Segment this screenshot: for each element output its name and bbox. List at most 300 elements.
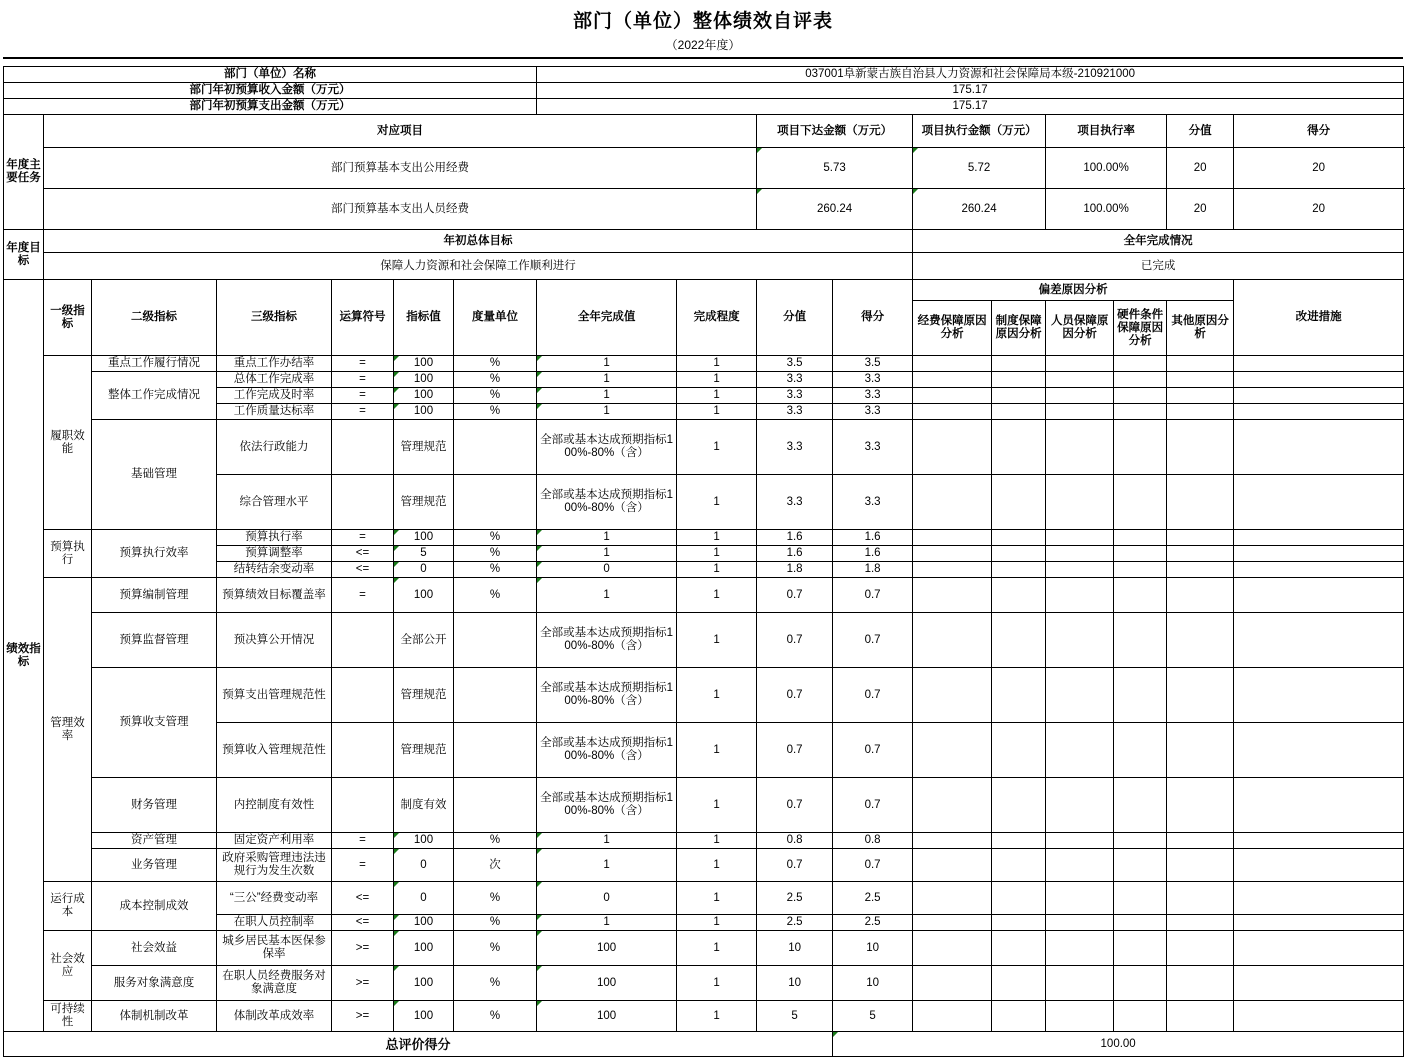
- target-cell: 100: [394, 404, 454, 420]
- actual-cell: 1: [537, 356, 677, 372]
- actual-cell: 0: [537, 882, 677, 915]
- improvement-cell: [1234, 562, 1404, 578]
- degree-cell: 1: [677, 849, 757, 882]
- actual-cell: 1: [537, 388, 677, 404]
- info-value: 037001阜新蒙古族自治县人力资源和社会保障局本级-210921000: [537, 67, 1404, 83]
- col-header-dev-funding: 经费保障原因分析: [913, 301, 992, 356]
- dev-personnel-cell: [1046, 562, 1114, 578]
- score-cell: 3.3: [833, 475, 913, 530]
- dev-hardware-cell: [1114, 613, 1167, 668]
- dev-hardware-cell: [1114, 356, 1167, 372]
- operator-cell: [332, 668, 394, 723]
- dev-hardware-cell: [1114, 931, 1167, 966]
- actual-cell: 全部或基本达成预期指标100%-80%（含）: [537, 613, 677, 668]
- weight-cell: 0.8: [757, 833, 833, 849]
- dev-funding-cell: [913, 723, 992, 778]
- unit-cell: %: [454, 356, 537, 372]
- score-cell: 1.8: [833, 562, 913, 578]
- improvement-cell: [1234, 1001, 1404, 1032]
- improvement-cell: [1234, 882, 1404, 915]
- unit-cell: %: [454, 404, 537, 420]
- degree-cell: 1: [677, 915, 757, 931]
- level3-cell: 在职人员经费服务对象满意度: [217, 966, 332, 1001]
- dev-system-cell: [992, 966, 1046, 1001]
- level3-cell: 预算调整率: [217, 546, 332, 562]
- actual-cell: 100: [537, 931, 677, 966]
- dev-personnel-cell: [1046, 931, 1114, 966]
- col-header-dev-system: 制度保障原因分析: [992, 301, 1046, 356]
- degree-cell: 1: [677, 404, 757, 420]
- unit-cell: [454, 475, 537, 530]
- target-cell: 100: [394, 966, 454, 1001]
- improvement-cell: [1234, 372, 1404, 388]
- title-block: [0, 0, 1406, 53]
- dev-hardware-cell: [1114, 966, 1167, 1001]
- level2-cell: 体制机制改革: [92, 1001, 217, 1032]
- operator-cell: =: [332, 833, 394, 849]
- level3-cell: 总体工作完成率: [217, 372, 332, 388]
- dev-personnel-cell: [1046, 475, 1114, 530]
- weight-cell: 10: [757, 931, 833, 966]
- dev-hardware-cell: [1114, 723, 1167, 778]
- improvement-cell: [1234, 530, 1404, 546]
- level1-cell: 运行成本: [44, 882, 92, 931]
- unit-cell: [454, 723, 537, 778]
- dev-system-cell: [992, 833, 1046, 849]
- task-project-name: 部门预算基本支出人员经费: [44, 189, 757, 230]
- operator-cell: >=: [332, 966, 394, 1001]
- level3-cell: 在职人员控制率: [217, 915, 332, 931]
- degree-cell: 1: [677, 882, 757, 915]
- evaluation-table: [3, 66, 1404, 1057]
- dev-funding-cell: [913, 1001, 992, 1032]
- operator-cell: [332, 613, 394, 668]
- dev-personnel-cell: [1046, 668, 1114, 723]
- weight-cell: 3.3: [757, 404, 833, 420]
- indicator-row-label: 绩效指标: [4, 280, 44, 1032]
- dev-funding-cell: [913, 882, 992, 915]
- operator-cell: >=: [332, 1001, 394, 1032]
- weight-cell: 0.7: [757, 849, 833, 882]
- dev-other-cell: [1167, 833, 1234, 849]
- unit-cell: %: [454, 966, 537, 1001]
- col-header-allocated-amount: 项目下达金额（万元）: [757, 115, 913, 148]
- dev-funding-cell: [913, 849, 992, 882]
- level3-cell: 预算绩效目标覆盖率: [217, 578, 332, 613]
- col-header-degree: 完成程度: [677, 280, 757, 356]
- degree-cell: 1: [677, 613, 757, 668]
- weight-cell: 2.5: [757, 882, 833, 915]
- actual-cell: 100: [537, 966, 677, 1001]
- dev-personnel-cell: [1046, 882, 1114, 915]
- col-header-target-value: 指标值: [394, 280, 454, 356]
- dev-personnel-cell: [1046, 420, 1114, 475]
- improvement-cell: [1234, 915, 1404, 931]
- info-row-budget-expenditure: [4, 99, 1404, 115]
- dev-other-cell: [1167, 356, 1234, 372]
- unit-cell: %: [454, 388, 537, 404]
- weight-cell: 1.6: [757, 546, 833, 562]
- level3-cell: 重点工作办结率: [217, 356, 332, 372]
- dev-other-cell: [1167, 668, 1234, 723]
- level3-cell: 预决算公开情况: [217, 613, 332, 668]
- level1-cell: 可持续性: [44, 1001, 92, 1032]
- score-cell: 0.7: [833, 613, 913, 668]
- target-cell: 100: [394, 833, 454, 849]
- col-header-actual-value: 全年完成值: [537, 280, 677, 356]
- weight-cell: 0.7: [757, 578, 833, 613]
- weight-cell: 3.3: [757, 475, 833, 530]
- level2-cell: 重点工作履行情况: [92, 356, 217, 372]
- degree-cell: 1: [677, 388, 757, 404]
- degree-cell: 1: [677, 530, 757, 546]
- dev-system-cell: [992, 578, 1046, 613]
- dev-system-cell: [992, 931, 1046, 966]
- col-header-level3: 三级指标: [217, 280, 332, 356]
- info-label: 部门（单位）名称: [4, 67, 537, 83]
- table-row: [4, 1001, 1404, 1032]
- table-row: [4, 613, 1404, 668]
- dev-funding-cell: [913, 778, 992, 833]
- unit-cell: [454, 613, 537, 668]
- operator-cell: =: [332, 372, 394, 388]
- unit-cell: [454, 668, 537, 723]
- unit-cell: %: [454, 1001, 537, 1032]
- target-cell: 管理规范: [394, 668, 454, 723]
- dev-hardware-cell: [1114, 562, 1167, 578]
- level2-cell: 预算收支管理: [92, 668, 217, 778]
- dev-other-cell: [1167, 882, 1234, 915]
- level2-cell: 财务管理: [92, 778, 217, 833]
- improvement-cell: [1234, 388, 1404, 404]
- table-row: [4, 372, 1404, 388]
- actual-cell: 全部或基本达成预期指标100%-80%（含）: [537, 475, 677, 530]
- weight-cell: 5: [757, 1001, 833, 1032]
- dev-other-cell: [1167, 613, 1234, 668]
- target-cell: 0: [394, 562, 454, 578]
- dev-system-cell: [992, 356, 1046, 372]
- score-cell: 2.5: [833, 882, 913, 915]
- level3-cell: 工作质量达标率: [217, 404, 332, 420]
- actual-cell: 1: [537, 833, 677, 849]
- level3-cell: 预算支出管理规范性: [217, 668, 332, 723]
- dev-hardware-cell: [1114, 1001, 1167, 1032]
- level3-cell: 预算执行率: [217, 530, 332, 546]
- table-row: [4, 668, 1404, 723]
- level2-cell: 整体工作完成情况: [92, 372, 217, 420]
- total-score-row: [4, 1032, 1404, 1057]
- target-cell: 管理规范: [394, 475, 454, 530]
- weight-cell: 1.6: [757, 530, 833, 546]
- degree-cell: 1: [677, 966, 757, 1001]
- dev-funding-cell: [913, 404, 992, 420]
- table-row: [4, 849, 1404, 882]
- level3-cell: 预算收入管理规范性: [217, 723, 332, 778]
- dev-other-cell: [1167, 578, 1234, 613]
- dev-funding-cell: [913, 915, 992, 931]
- degree-cell: 1: [677, 778, 757, 833]
- dev-other-cell: [1167, 388, 1234, 404]
- dev-personnel-cell: [1046, 578, 1114, 613]
- unit-cell: 次: [454, 849, 537, 882]
- dev-hardware-cell: [1114, 833, 1167, 849]
- score-cell: 3.3: [833, 388, 913, 404]
- dev-system-cell: [992, 562, 1046, 578]
- col-header-project: 对应项目: [44, 115, 757, 148]
- table-row: [4, 420, 1404, 475]
- improvement-cell: [1234, 546, 1404, 562]
- dev-personnel-cell: [1046, 404, 1114, 420]
- unit-cell: %: [454, 578, 537, 613]
- actual-cell: 0: [537, 562, 677, 578]
- level2-cell: 预算编制管理: [92, 578, 217, 613]
- operator-cell: <=: [332, 546, 394, 562]
- table-row: [4, 882, 1404, 915]
- degree-cell: 1: [677, 356, 757, 372]
- dev-personnel-cell: [1046, 613, 1114, 668]
- dev-other-cell: [1167, 420, 1234, 475]
- task-weight: 20: [1167, 189, 1234, 230]
- unit-cell: %: [454, 530, 537, 546]
- level3-cell: 依法行政能力: [217, 420, 332, 475]
- dev-funding-cell: [913, 833, 992, 849]
- col-header-weight: 分值: [757, 280, 833, 356]
- dev-personnel-cell: [1046, 356, 1114, 372]
- info-row-budget-income: [4, 83, 1404, 99]
- weight-cell: 2.5: [757, 915, 833, 931]
- col-header-level2: 二级指标: [92, 280, 217, 356]
- unit-cell: %: [454, 372, 537, 388]
- table-row: [4, 931, 1404, 966]
- dev-hardware-cell: [1114, 849, 1167, 882]
- dev-other-cell: [1167, 931, 1234, 966]
- level3-cell: 内控制度有效性: [217, 778, 332, 833]
- col-header-completion-status: 全年完成情况: [913, 230, 1404, 253]
- dev-funding-cell: [913, 372, 992, 388]
- actual-cell: 1: [537, 530, 677, 546]
- annual-goal-value-row: [4, 253, 1404, 280]
- score-cell: 0.7: [833, 778, 913, 833]
- score-cell: 0.7: [833, 723, 913, 778]
- dev-funding-cell: [913, 613, 992, 668]
- col-header-dev-personnel: 人员保障原因分析: [1046, 301, 1114, 356]
- dev-other-cell: [1167, 778, 1234, 833]
- improvement-cell: [1234, 404, 1404, 420]
- total-score-label: 总评价得分: [4, 1032, 833, 1057]
- dev-funding-cell: [913, 356, 992, 372]
- unit-cell: [454, 420, 537, 475]
- dev-other-cell: [1167, 915, 1234, 931]
- table-row: [4, 833, 1404, 849]
- dev-system-cell: [992, 915, 1046, 931]
- weight-cell: 0.7: [757, 723, 833, 778]
- target-cell: 100: [394, 915, 454, 931]
- table-row: [4, 778, 1404, 833]
- score-cell: 2.5: [833, 915, 913, 931]
- level3-cell: 工作完成及时率: [217, 388, 332, 404]
- score-cell: 0.8: [833, 833, 913, 849]
- col-header-deviation-group: 偏差原因分析: [913, 280, 1234, 301]
- degree-cell: 1: [677, 723, 757, 778]
- col-header-unit: 度量单位: [454, 280, 537, 356]
- dev-system-cell: [992, 372, 1046, 388]
- annual-tasks-header-row: [4, 115, 1404, 148]
- task-allocated-amount: 260.24: [757, 189, 913, 230]
- improvement-cell: [1234, 778, 1404, 833]
- dev-personnel-cell: [1046, 849, 1114, 882]
- info-row-department-name: [4, 67, 1404, 83]
- annual-task-row: [4, 189, 1404, 230]
- operator-cell: =: [332, 849, 394, 882]
- target-cell: 100: [394, 530, 454, 546]
- actual-cell: 1: [537, 578, 677, 613]
- dev-funding-cell: [913, 578, 992, 613]
- degree-cell: 1: [677, 372, 757, 388]
- score-cell: 1.6: [833, 530, 913, 546]
- actual-cell: 1: [537, 915, 677, 931]
- dev-system-cell: [992, 404, 1046, 420]
- dev-system-cell: [992, 778, 1046, 833]
- dev-other-cell: [1167, 723, 1234, 778]
- dev-funding-cell: [913, 530, 992, 546]
- score-cell: 3.3: [833, 404, 913, 420]
- dev-other-cell: [1167, 372, 1234, 388]
- degree-cell: 1: [677, 475, 757, 530]
- score-cell: 0.7: [833, 668, 913, 723]
- weight-cell: 0.7: [757, 613, 833, 668]
- weight-cell: 10: [757, 966, 833, 1001]
- weight-cell: 3.3: [757, 420, 833, 475]
- improvement-cell: [1234, 668, 1404, 723]
- level2-cell: 服务对象满意度: [92, 966, 217, 1001]
- annual-goal-row-label: 年度目标: [4, 230, 44, 280]
- dev-other-cell: [1167, 404, 1234, 420]
- operator-cell: >=: [332, 931, 394, 966]
- dev-funding-cell: [913, 546, 992, 562]
- dev-hardware-cell: [1114, 882, 1167, 915]
- dev-funding-cell: [913, 420, 992, 475]
- improvement-cell: [1234, 420, 1404, 475]
- improvement-cell: [1234, 578, 1404, 613]
- dev-funding-cell: [913, 475, 992, 530]
- operator-cell: [332, 420, 394, 475]
- improvement-cell: [1234, 966, 1404, 1001]
- task-allocated-amount: 5.73: [757, 148, 913, 189]
- unit-cell: [454, 778, 537, 833]
- dev-hardware-cell: [1114, 578, 1167, 613]
- actual-cell: 全部或基本达成预期指标100%-80%（含）: [537, 420, 677, 475]
- target-cell: 100: [394, 356, 454, 372]
- score-cell: 1.6: [833, 546, 913, 562]
- operator-cell: <=: [332, 915, 394, 931]
- page-title: 部门（单位）整体绩效自评表: [572, 11, 833, 32]
- level2-cell: 资产管理: [92, 833, 217, 849]
- operator-cell: [332, 778, 394, 833]
- degree-cell: 1: [677, 546, 757, 562]
- dev-hardware-cell: [1114, 475, 1167, 530]
- level3-cell: “三公”经费变动率: [217, 882, 332, 915]
- level3-cell: 固定资产利用率: [217, 833, 332, 849]
- actual-cell: 1: [537, 404, 677, 420]
- operator-cell: <=: [332, 882, 394, 915]
- actual-cell: 1: [537, 546, 677, 562]
- dev-hardware-cell: [1114, 915, 1167, 931]
- improvement-cell: [1234, 613, 1404, 668]
- task-executed-amount: 260.24: [913, 189, 1046, 230]
- improvement-cell: [1234, 475, 1404, 530]
- col-header-operator: 运算符号: [332, 280, 394, 356]
- col-header-dev-other: 其他原因分析: [1167, 301, 1234, 356]
- dev-hardware-cell: [1114, 530, 1167, 546]
- dev-funding-cell: [913, 668, 992, 723]
- weight-cell: 0.7: [757, 668, 833, 723]
- operator-cell: [332, 475, 394, 530]
- dev-system-cell: [992, 546, 1046, 562]
- improvement-cell: [1234, 723, 1404, 778]
- dev-personnel-cell: [1046, 723, 1114, 778]
- dev-funding-cell: [913, 931, 992, 966]
- dev-personnel-cell: [1046, 915, 1114, 931]
- dev-hardware-cell: [1114, 404, 1167, 420]
- dev-hardware-cell: [1114, 388, 1167, 404]
- dev-system-cell: [992, 530, 1046, 546]
- unit-cell: %: [454, 931, 537, 966]
- dev-hardware-cell: [1114, 668, 1167, 723]
- table-row: [4, 356, 1404, 372]
- degree-cell: 1: [677, 562, 757, 578]
- dev-other-cell: [1167, 966, 1234, 1001]
- operator-cell: =: [332, 578, 394, 613]
- task-executed-amount: 5.72: [913, 148, 1046, 189]
- info-value: 175.17: [537, 99, 1404, 115]
- dev-other-cell: [1167, 546, 1234, 562]
- col-header-score: 得分: [833, 280, 913, 356]
- dev-personnel-cell: [1046, 833, 1114, 849]
- dev-personnel-cell: [1046, 388, 1114, 404]
- dev-personnel-cell: [1046, 546, 1114, 562]
- annual-tasks-row-label: 年度主要任务: [4, 115, 44, 230]
- weight-cell: 3.3: [757, 372, 833, 388]
- info-value: 175.17: [537, 83, 1404, 99]
- target-cell: 100: [394, 578, 454, 613]
- score-cell: 3.5: [833, 356, 913, 372]
- dev-system-cell: [992, 1001, 1046, 1032]
- dev-funding-cell: [913, 966, 992, 1001]
- improvement-cell: [1234, 849, 1404, 882]
- weight-cell: 1.8: [757, 562, 833, 578]
- operator-cell: =: [332, 404, 394, 420]
- actual-cell: 1: [537, 372, 677, 388]
- target-cell: 制度有效: [394, 778, 454, 833]
- level2-cell: 成本控制成效: [92, 882, 217, 931]
- level2-cell: 预算监督管理: [92, 613, 217, 668]
- annual-task-row: [4, 148, 1404, 189]
- annual-goal-header-row: [4, 230, 1404, 253]
- col-header-improvement: 改进措施: [1234, 280, 1404, 356]
- dev-other-cell: [1167, 1001, 1234, 1032]
- degree-cell: 1: [677, 578, 757, 613]
- col-header-dev-hardware: 硬件条件保障原因分析: [1114, 301, 1167, 356]
- degree-cell: 1: [677, 833, 757, 849]
- dev-personnel-cell: [1046, 778, 1114, 833]
- target-cell: 0: [394, 882, 454, 915]
- level1-cell: 社会效应: [44, 931, 92, 1001]
- task-weight: 20: [1167, 148, 1234, 189]
- col-header-task-weight: 分值: [1167, 115, 1234, 148]
- dev-hardware-cell: [1114, 420, 1167, 475]
- table-row: [4, 530, 1404, 546]
- target-cell: 管理规范: [394, 723, 454, 778]
